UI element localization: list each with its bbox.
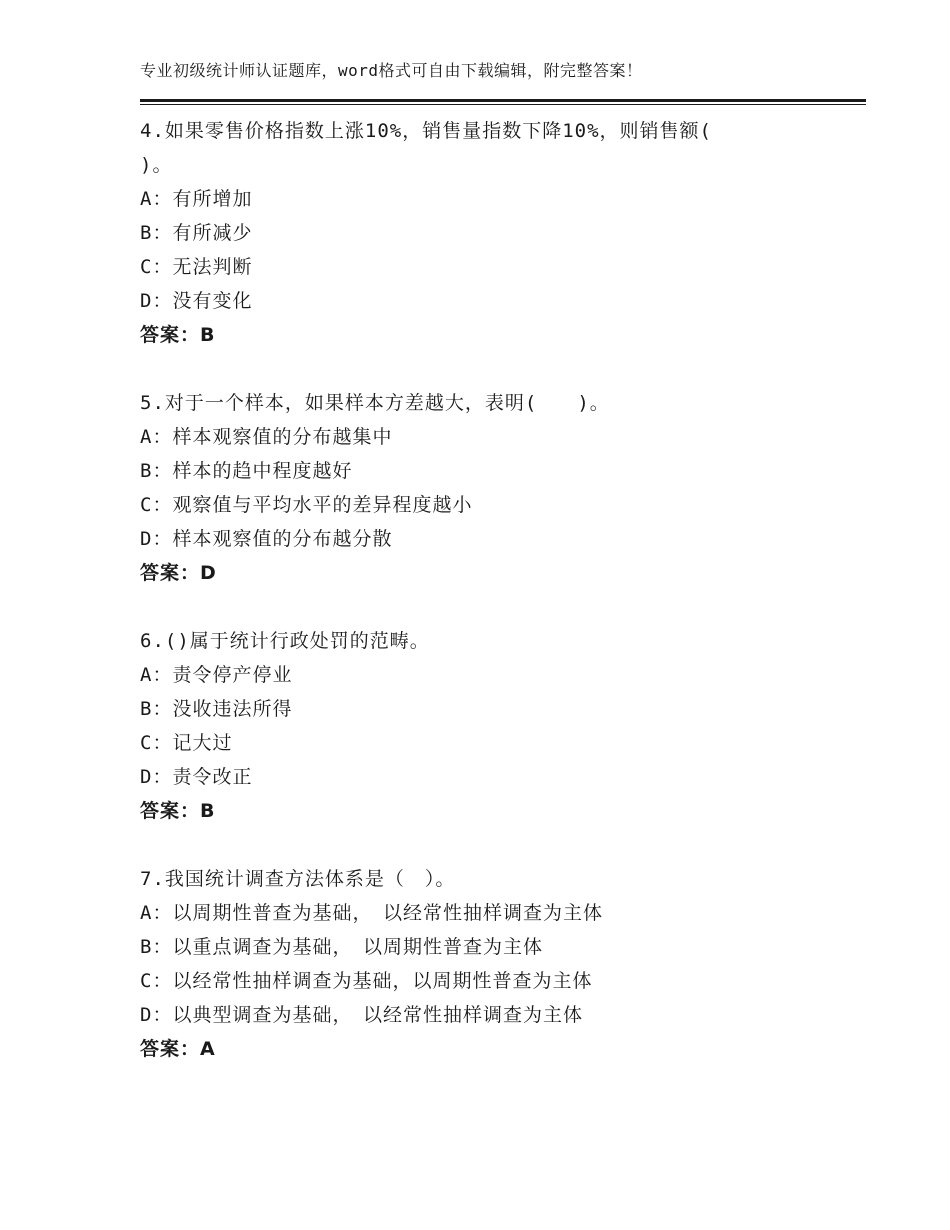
question-6	[140, 624, 866, 828]
option-b: B：没收违法所得	[140, 698, 293, 720]
option-a: A：以周期性普查为基础， 以经常性抽样调查为主体	[140, 902, 603, 924]
header-rule-thick	[140, 99, 866, 102]
question-stem: 6.()属于统计行政处罚的范畴。	[140, 630, 430, 652]
option-c: C：以经常性抽样调查为基础，以周期性普查为主体	[140, 970, 593, 992]
option-c: C：记大过	[140, 732, 233, 754]
header-rule-thin	[140, 104, 866, 105]
option-d: D：责令改正	[140, 766, 253, 788]
question-list	[140, 114, 866, 1100]
question-stem: )。	[140, 154, 173, 176]
answer: 答案：A	[140, 1038, 216, 1060]
answer: 答案：B	[140, 324, 216, 346]
question-7	[140, 862, 866, 1066]
option-b: B：有所减少	[140, 222, 253, 244]
option-b: B：以重点调查为基础， 以周期性普查为主体	[140, 936, 543, 958]
option-d: D：没有变化	[140, 290, 253, 312]
page-header: 专业初级统计师认证题库，word格式可自由下载编辑，附完整答案！	[140, 61, 643, 80]
option-d: D：样本观察值的分布越分散	[140, 528, 393, 550]
option-c: C：无法判断	[140, 256, 253, 278]
option-d: D：以典型调查为基础， 以经常性抽样调查为主体	[140, 1004, 583, 1026]
question-4	[140, 114, 866, 352]
option-c: C：观察值与平均水平的差异程度越小	[140, 494, 473, 516]
option-b: B：样本的趋中程度越好	[140, 460, 353, 482]
question-stem: 4.如果零售价格指数上涨10%，销售量指数下降10%，则销售额(	[140, 120, 712, 142]
question-stem: 7.我国统计调查方法体系是（ ）。	[140, 868, 456, 890]
option-a: A：有所增加	[140, 188, 253, 210]
option-a: A：责令停产停业	[140, 664, 293, 686]
question-stem: 5.对于一个样本，如果样本方差越大，表明( )。	[140, 392, 610, 414]
option-a: A：样本观察值的分布越集中	[140, 426, 393, 448]
answer: 答案：B	[140, 800, 216, 822]
question-5	[140, 386, 866, 590]
answer: 答案：D	[140, 562, 217, 584]
